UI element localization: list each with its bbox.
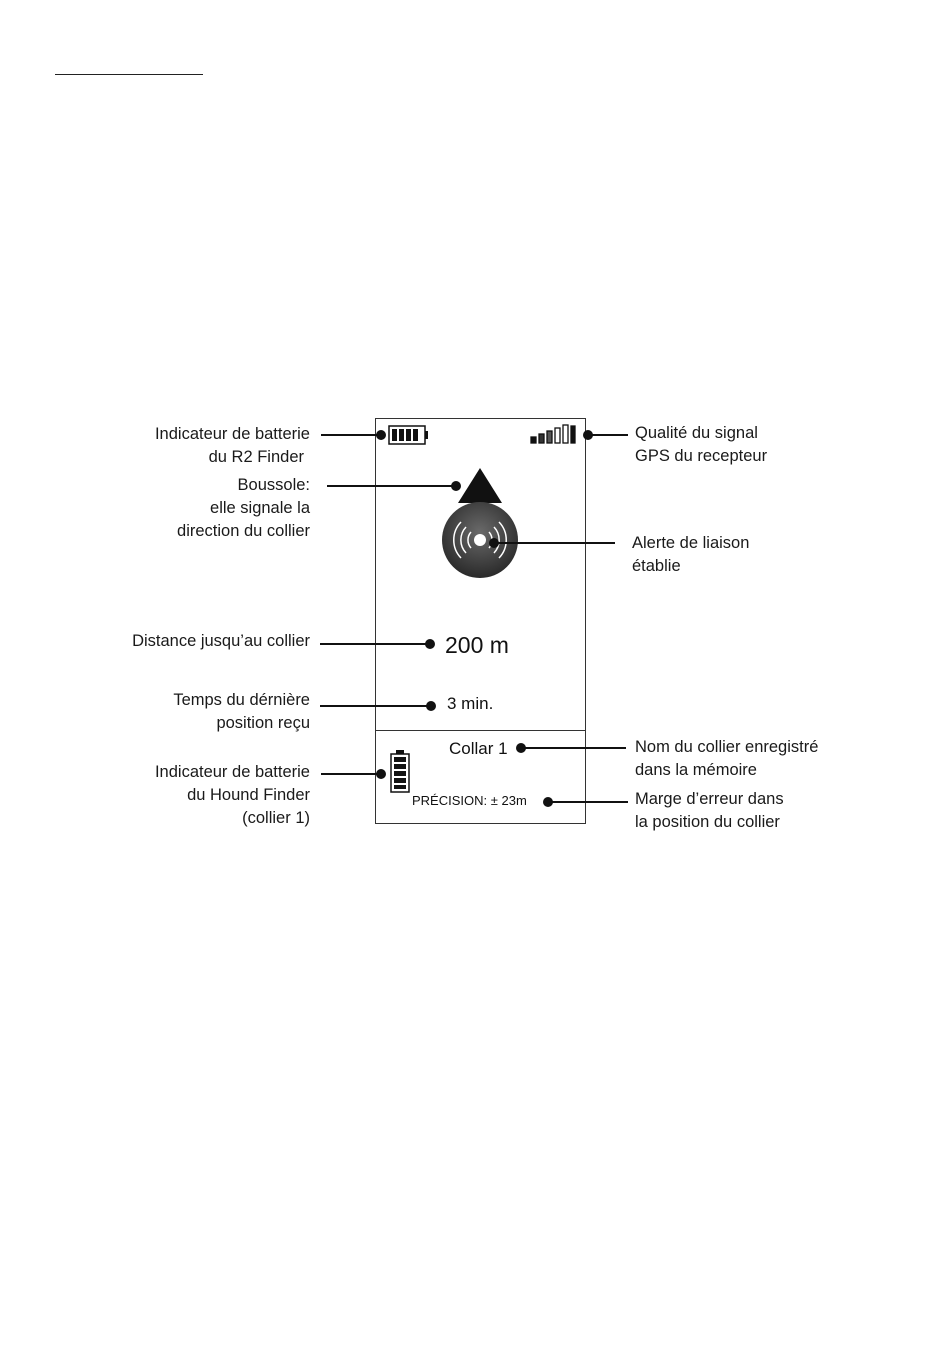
dot-time: [426, 701, 436, 711]
hound-battery-icon: [391, 750, 409, 792]
callout-hound-battery: Indicateur de batterie du Hound Finder (collier 1): [154, 763, 310, 827]
dot-r2-battery: [376, 430, 386, 440]
dot-hound-battery: [376, 769, 386, 779]
dot-precision: [543, 797, 553, 807]
callout-time: Temps du dérnière position reçu: [173, 691, 310, 732]
precision-value: ± 23m: [490, 793, 527, 808]
precision-label: PRÉCISION:: [412, 793, 488, 808]
distance-value: 200 m: [445, 632, 509, 658]
r2-battery-icon: [389, 426, 428, 444]
callout-gps-quality: Qualité du signal GPS du recepteur: [635, 424, 768, 465]
callout-compass: Boussole: elle signale la direction du collier: [177, 476, 310, 540]
callout-collar-name: Nom du collier enregistré dans la mémoire: [635, 738, 819, 779]
callout-distance: Distance jusqu’au collier: [132, 632, 310, 650]
link-alert-icon: [442, 502, 518, 578]
callout-link-alert: Alerte de liaison établie: [632, 534, 750, 575]
compass-arrow-icon: [458, 468, 502, 503]
dot-link-alert: [489, 538, 499, 548]
dot-gps-quality: [583, 430, 593, 440]
collar-name: Collar 1: [449, 739, 508, 758]
callout-r2-battery: Indicateur de batterie du R2 Finder: [154, 425, 310, 466]
dot-collar-name: [516, 743, 526, 753]
time-value: 3 min.: [447, 694, 494, 713]
dot-distance: [425, 639, 435, 649]
callout-precision: Marge d’erreur dans la position du collier: [635, 790, 784, 831]
gps-signal-icon: [531, 425, 575, 443]
dot-compass: [451, 481, 461, 491]
